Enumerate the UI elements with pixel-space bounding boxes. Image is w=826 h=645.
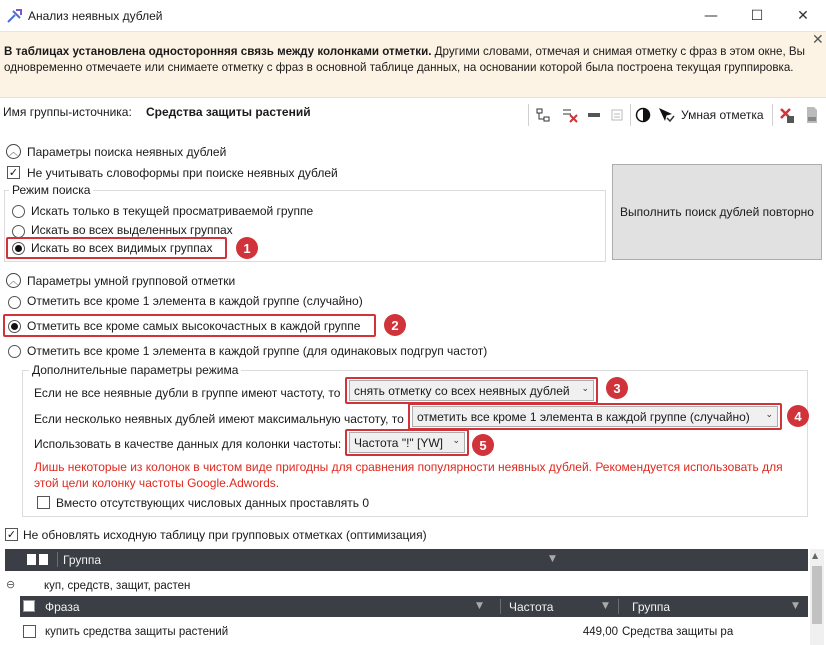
option-highfreq-label: Отметить все кроме самых высокочастных в каждой группе — [27, 319, 361, 333]
phrase-column[interactable]: Фраза — [45, 599, 80, 614]
freq-column-value: Частота "!" [YW] — [354, 435, 443, 450]
row-group: Средства защиты ра — [622, 626, 734, 638]
filter-icon[interactable]: ▼ — [476, 601, 483, 611]
column-separator — [500, 599, 501, 614]
grid-scroll-thumb[interactable] — [812, 566, 822, 624]
banner-close-icon[interactable]: ✕ — [812, 32, 824, 48]
ignore-wordforms-label: Не учитывать словоформы при поиске неявных дублей — [27, 166, 338, 180]
freq-column-label: Использовать в качестве данных для колонки частоты: — [34, 437, 342, 451]
option-highfreq-radio[interactable] — [8, 320, 21, 333]
column-chooser-icon[interactable] — [27, 554, 36, 565]
column-separator — [57, 552, 58, 567]
delete-icon[interactable] — [778, 106, 796, 124]
chevron-down-icon: ⌄ — [452, 436, 460, 446]
banner-text — [4, 44, 812, 75]
contrast-icon[interactable] — [634, 106, 652, 124]
source-group-label: Имя группы-источника: — [3, 105, 132, 119]
scroll-up-icon[interactable]: ▲ — [812, 551, 819, 560]
zero-fill-checkbox[interactable] — [37, 496, 50, 509]
smart-mark-icon[interactable] — [657, 106, 675, 124]
column-chooser-icon[interactable] — [39, 554, 48, 565]
collapse-search-params-button[interactable]: ︿ — [6, 144, 21, 159]
mode-selected-label: Искать во всех выделенных группах — [31, 223, 233, 237]
extra-params-title: Дополнительные параметры режима — [29, 363, 241, 377]
select-all-checkbox[interactable] — [23, 600, 35, 612]
frequency-column[interactable]: Частота — [509, 599, 554, 614]
clear-marks-icon[interactable] — [561, 106, 579, 124]
chevron-down-icon: ⌄ — [581, 384, 589, 394]
grid-group-column[interactable]: Группа — [63, 553, 102, 567]
close-window-button[interactable]: ✕ — [797, 8, 809, 24]
option-random-label: Отметить все кроме 1 элемента в каждой группе (случайно) — [27, 294, 363, 308]
zero-fill-label: Вместо отсутствующих числовых данных проставлять 0 — [56, 496, 370, 510]
column-separator — [618, 599, 619, 614]
option-random-radio[interactable] — [8, 296, 21, 309]
smart-params-title: Параметры умной групповой отметки — [27, 274, 236, 288]
toolbar-separator — [772, 104, 773, 126]
max-freq-label: Если несколько неявных дублей имеют максимальную частоту, то — [34, 412, 404, 426]
partial-freq-select[interactable] — [349, 380, 594, 401]
group-row-text[interactable]: куп, средств, защит, растен — [44, 580, 191, 592]
smart-mark-label[interactable]: Умная отметка — [681, 108, 764, 122]
ignore-wordforms-checkbox[interactable]: ✓ — [8, 166, 19, 179]
row-phrase[interactable]: купить средства защиты растений — [45, 626, 229, 638]
callout-badge-2: 2 — [384, 314, 406, 336]
app-icon — [6, 7, 24, 25]
chevron-down-icon: ⌄ — [765, 410, 773, 420]
no-update-label: Не обновлять исходную таблицу при групповых отметках (оптимизация) — [23, 528, 427, 542]
grid-header — [5, 549, 808, 571]
filter-icon[interactable]: ▼ — [792, 601, 799, 611]
mode-current-label: Искать только в текущей просматриваемой группе — [31, 204, 314, 218]
callout-badge-3: 3 — [606, 377, 628, 399]
row-frequency: 449,00 — [582, 626, 618, 638]
max-freq-value: отметить все кроме 1 элемента в каждой группе (случайно) — [417, 409, 750, 424]
callout-badge-4: 4 — [787, 405, 809, 427]
row-checkbox[interactable] — [23, 625, 36, 638]
search-params-title: Параметры поиска неявных дублей — [27, 145, 227, 159]
option-subgroup-radio[interactable] — [8, 345, 21, 358]
search-mode-title: Режим поиска — [9, 183, 93, 197]
disabled-tool-icon[interactable] — [608, 106, 626, 124]
mode-visible-label: Искать во всех видимых группах — [31, 241, 213, 255]
callout-badge-1: 1 — [236, 237, 258, 259]
repeat-search-button[interactable]: Выполнить поиск дублей повторно — [612, 164, 822, 260]
banner-bold-text: В таблицах установлена односторонняя связь между колонками отметки. — [4, 45, 432, 58]
filter-icon[interactable]: ▼ — [549, 554, 556, 564]
maximize-button[interactable]: ☐ — [750, 8, 764, 24]
minimize-button[interactable]: — — [704, 8, 718, 24]
export-icon[interactable] — [803, 106, 821, 124]
mode-current-radio[interactable] — [12, 205, 25, 218]
mode-visible-radio[interactable] — [12, 242, 25, 255]
partial-freq-label: Если не все неявные дубли в группе имеют частоту, то — [34, 386, 341, 400]
option-subgroup-label: Отметить все кроме 1 элемента в каждой группе (для одинаковых подгруп частот) — [27, 344, 488, 358]
toolbar-separator — [630, 104, 631, 126]
collapse-icon[interactable] — [585, 106, 603, 124]
toolbar-separator — [528, 104, 529, 126]
banner-body-text: Другими словами, отмечая и снимая отметку с фраз в этом окне, Вы одновременно отмечаете или снимаете отметку с фраз в основной таблице данных, на основании которой была построена текущая группировка. — [4, 45, 805, 74]
freq-column-select[interactable] — [349, 432, 465, 453]
max-freq-select[interactable] — [412, 406, 778, 427]
filter-icon[interactable]: ▼ — [602, 601, 609, 611]
group-column[interactable]: Группа — [632, 599, 671, 614]
window-title: Анализ неявных дублей — [28, 9, 163, 23]
callout-badge-5: 5 — [472, 434, 494, 456]
grid-subheader — [20, 596, 808, 617]
partial-freq-value: снять отметку со всех неявных дублей — [354, 383, 570, 398]
no-update-checkbox[interactable]: ✓ — [6, 528, 17, 541]
warning-text: Лишь некоторые из колонок в чистом виде пригодны для сравнения популярности неявных дублей. Рекомендуется использовать для этой цели колонку частоты Google.Adwords. — [34, 460, 783, 490]
source-group-value: Средства защиты растений — [146, 105, 311, 119]
tree-structure-icon[interactable] — [534, 106, 552, 124]
expand-group-icon[interactable]: ⊖ — [6, 578, 16, 591]
collapse-smart-params-button[interactable]: ︿ — [6, 273, 21, 288]
